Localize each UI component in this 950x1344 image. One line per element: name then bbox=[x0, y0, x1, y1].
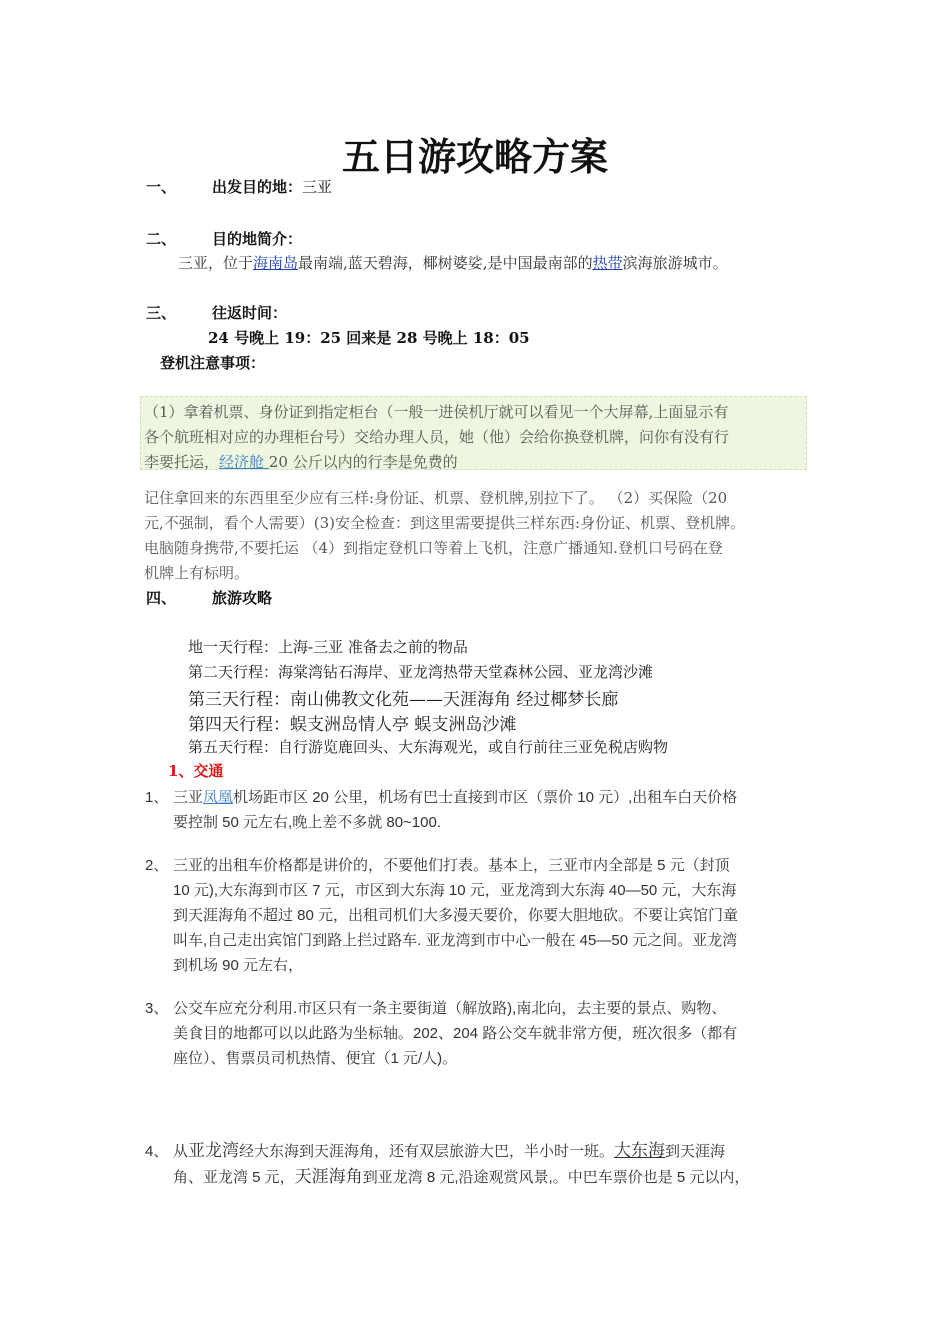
transport-item-3-line-3: 座位）、售票员司机热情、便宜（1 元/人)。 bbox=[173, 1050, 458, 1067]
box-text: 李要托运， bbox=[144, 453, 220, 471]
day-2-itinerary: 第二天行程：海棠湾钻石海岸、亚龙湾热带天堂森林公园、亚龙湾沙滩 bbox=[188, 663, 654, 681]
section-number: 三、 bbox=[146, 304, 177, 322]
item-text: 经大东海到天涯海角，还有双层旅游大巴，半小时一班。 bbox=[239, 1143, 615, 1160]
destination-value: 三亚 bbox=[302, 178, 333, 196]
intro-paragraph bbox=[178, 252, 728, 273]
after-line-2: 元,不强制，看个人需要）(3)安全检查：到这里需要提供三样东西:身份证、机票、登机牌。 bbox=[144, 514, 746, 532]
tianya-text: 天涯海角 bbox=[294, 1167, 363, 1186]
item-number: 3、 bbox=[145, 1000, 169, 1017]
section-number: 一、 bbox=[146, 178, 177, 196]
intro-text: 三亚，位于 bbox=[178, 254, 254, 272]
transport-item-2-line-5: 到机场 90 元左右， bbox=[173, 957, 304, 974]
intro-text: 最南端,蓝天碧海，椰树婆娑,是中国最南部的 bbox=[298, 254, 593, 272]
day-4-itinerary: 第四天行程：蜈支洲岛情人亭 蜈支洲岛沙滩 bbox=[188, 715, 517, 735]
item-text: 到天涯海 bbox=[665, 1143, 726, 1160]
transport-item-3-line-2: 美食目的地都可以以此路为坐标轴。202、204 路公交车就非常方便，班次很多（都有 bbox=[173, 1025, 738, 1042]
after-line-4: 机牌上有标明。 bbox=[144, 564, 250, 582]
transport-heading: 1、交通 bbox=[168, 762, 224, 780]
box-line-1: （1）拿着机票、身份证到指定柜台（一般一进侯机厅就可以看见一个大屏幕,上面显示有 bbox=[144, 403, 729, 421]
item-text: 机场距市区 20 公里，机场有巴士直接到市区（票价 10 元）,出租车白天价格 bbox=[233, 789, 738, 806]
transport-item-2-line-3: 到天涯海角不超过 80 元，出租司机们大多漫天要价，你要大胆地砍。不要让宾馆门童 bbox=[173, 907, 739, 924]
box-line-3 bbox=[144, 451, 458, 472]
item-text: 公交车应充分利用.市区只有一条主要街道（解放路),南北向，去主要的景点、购物、 bbox=[173, 1000, 727, 1017]
dadonghai-link[interactable]: 大东海 bbox=[614, 1141, 666, 1160]
yalong-bay-text: 亚龙湾 bbox=[188, 1141, 240, 1160]
day-3-itinerary: 第三天行程：南山佛教文化苑——天涯海角 经过椰梦长廊 bbox=[188, 690, 619, 710]
phoenix-airport-link[interactable]: 凤凰 bbox=[203, 789, 234, 806]
section-label: 目的地简介： bbox=[212, 230, 303, 248]
tropical-link[interactable]: 热带 bbox=[592, 254, 623, 272]
section-destination bbox=[146, 176, 332, 197]
page-title: 五日游攻略方案 bbox=[341, 134, 608, 179]
transport-item-2 bbox=[145, 854, 730, 875]
boarding-notice-heading: 登机注意事项： bbox=[160, 354, 266, 372]
box-text: 20 公斤以内的行李是免费的 bbox=[268, 453, 458, 471]
section-number: 四、 bbox=[146, 589, 177, 607]
transport-item-3 bbox=[145, 997, 726, 1018]
flight-times: 24 号晚上 19：25 回来是 28 号晚上 18：05 bbox=[208, 329, 530, 347]
after-line-1: 记住拿回来的东西里至少应有三样:身份证、机票、登机牌,别拉下了。 （2）买保险（20 bbox=[144, 489, 728, 507]
transport-item-2-line-4: 叫车,自己走出宾馆门到路上拦过路车. 亚龙湾到市中心一般在 45—50 元之间。亚龙湾 bbox=[173, 932, 738, 949]
transport-item-1 bbox=[145, 786, 737, 807]
transport-item-1-line-2: 要控制 50 元左右,晚上差不多就 80~100. bbox=[173, 814, 441, 831]
section-intro bbox=[146, 228, 302, 249]
item-number: 1、 bbox=[145, 789, 169, 806]
item-text: 角、亚龙湾 5 元， bbox=[173, 1169, 295, 1186]
item-text: 到亚龙湾 8 元,沿途观赏风景,。中巴车票价也是 5 元以内， bbox=[362, 1169, 750, 1186]
item-text: 三亚的出租车价格都是讲价的，不要他们打表。基本上，三亚市内全部是 5 元（封顶 bbox=[173, 857, 730, 874]
section-schedule bbox=[146, 302, 287, 323]
section-label: 旅游攻略 bbox=[212, 589, 273, 607]
day-5-itinerary: 第五天行程：自行游览鹿回头、大东海观光，或自行前往三亚免税店购物 bbox=[188, 738, 669, 756]
item-text: 从 bbox=[173, 1143, 189, 1160]
item-number: 4、 bbox=[145, 1143, 169, 1160]
section-number: 二、 bbox=[146, 230, 177, 248]
intro-text: 滨海旅游城市。 bbox=[622, 254, 728, 272]
section-label: 出发目的地： bbox=[212, 178, 303, 196]
section-label: 往返时间： bbox=[212, 304, 288, 322]
economy-class-link[interactable]: 经济舱 bbox=[219, 453, 269, 471]
transport-item-2-line-2: 10 元),大东海到市区 7 元，市区到大东海 10 元，亚龙湾到大东海 40—50 元，大东海 bbox=[173, 882, 737, 899]
after-line-3: 电脑随身携带,不要托运 （4）到指定登机口等着上飞机，注意广播通知.登机口号码在登 bbox=[144, 539, 723, 557]
section-guide bbox=[146, 587, 272, 608]
box-line-2: 各个航班相对应的办理柜台号）交给办理人员，她（他）会给你换登机牌，问你有没有行 bbox=[144, 428, 730, 446]
hainan-link[interactable]: 海南岛 bbox=[253, 254, 299, 272]
item-text: 三亚 bbox=[173, 789, 204, 806]
transport-item-4 bbox=[145, 1136, 725, 1161]
day-1-itinerary: 地一天行程：上海-三亚 准备去之前的物品 bbox=[188, 638, 468, 656]
item-number: 2、 bbox=[145, 857, 169, 874]
transport-item-4-line-2 bbox=[173, 1162, 749, 1187]
